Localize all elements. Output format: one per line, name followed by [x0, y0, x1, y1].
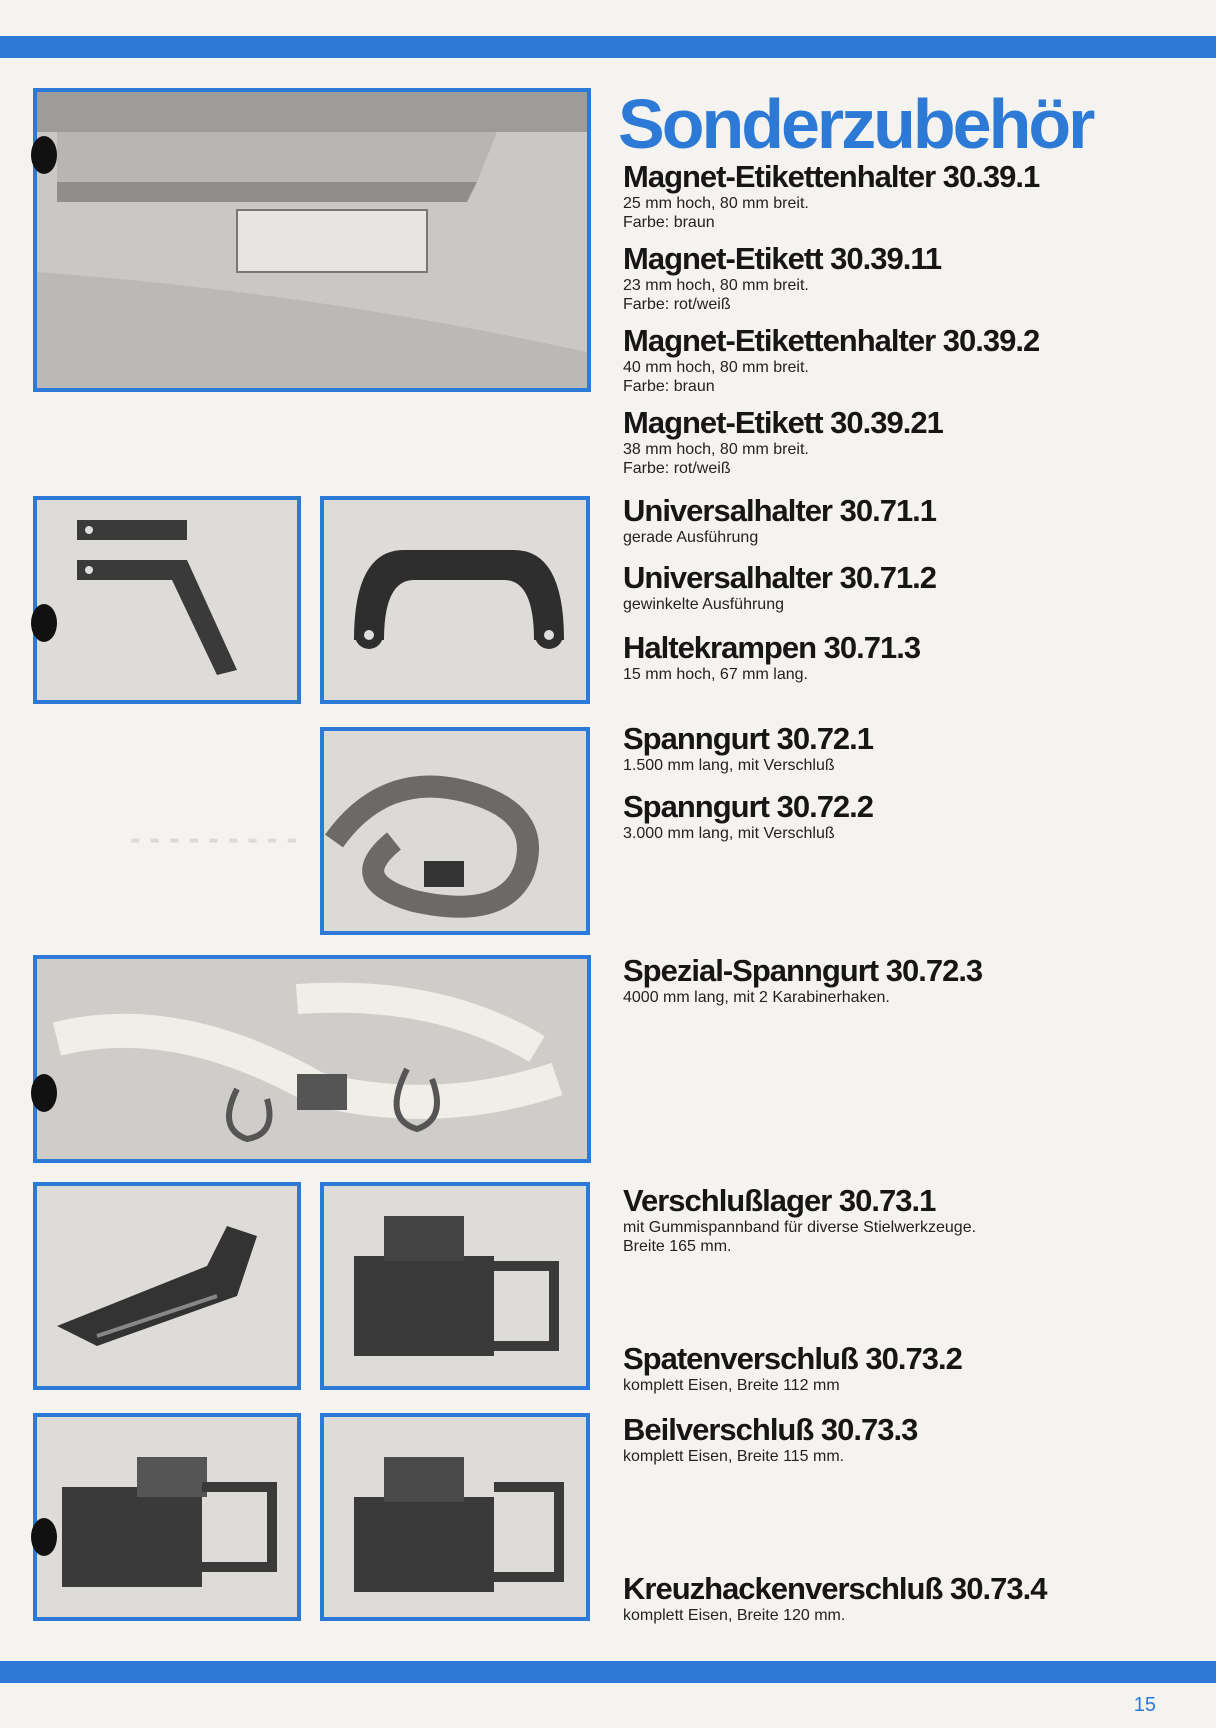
punch-hole: [31, 136, 57, 174]
photo-magnet-label-holder: [33, 88, 591, 392]
product-universal-holder-2: [623, 561, 1183, 614]
product-title: Spezial-Spanngurt 30.72.3: [623, 953, 983, 988]
product-magnet-label-2: [623, 406, 1183, 478]
product-lock-bearing: [623, 1184, 1183, 1256]
photo-spade-lock: [320, 1182, 590, 1390]
product-axe-lock: [623, 1413, 1183, 1466]
product-title: Spanngurt 30.72.2: [623, 789, 874, 824]
product-desc: 23 mm hoch, 80 mm breit.: [623, 277, 809, 294]
product-desc: Farbe: rot/weiß: [623, 296, 731, 313]
product-universal-holder-1: [623, 494, 1183, 547]
product-title: Universalhalter 30.71.1: [623, 493, 937, 528]
product-desc: 38 mm hoch, 80 mm breit.: [623, 441, 809, 458]
product-desc: Farbe: braun: [623, 378, 715, 395]
photo-pickaxe-lock: [320, 1413, 590, 1621]
product-desc: komplett Eisen, Breite 120 mm.: [623, 1607, 846, 1624]
photo-lock-bearing: [33, 1182, 301, 1390]
product-title: Haltekrampen 30.71.3: [623, 630, 921, 665]
product-title: Beilverschluß 30.73.3: [623, 1412, 918, 1447]
product-title: Spatenverschluß 30.73.2: [623, 1341, 962, 1376]
product-title: Universalhalter 30.71.2: [623, 560, 937, 595]
product-magnet-label-holder-1: [623, 160, 1183, 232]
product-magnet-label-holder-2: [623, 324, 1183, 396]
top-blue-band: [0, 36, 1216, 58]
product-special-strap: [623, 954, 1183, 1007]
product-desc: gerade Ausführung: [623, 529, 759, 546]
product-desc: gewinkelte Ausführung: [623, 596, 784, 613]
product-desc: Farbe: rot/weiß: [623, 460, 731, 477]
product-title: Magnet-Etikettenhalter 30.39.1: [623, 159, 1040, 194]
photo-tension-strap: [320, 727, 590, 935]
product-desc: 1.500 mm lang, mit Verschluß: [623, 757, 835, 774]
punch-hole: [31, 1518, 57, 1556]
photo-special-strap: [33, 955, 591, 1163]
product-desc: 40 mm hoch, 80 mm breit.: [623, 359, 809, 376]
photo-axe-lock: [33, 1413, 301, 1621]
product-desc: Farbe: braun: [623, 214, 715, 231]
photo-holding-clamp: [320, 496, 590, 704]
bottom-blue-band: [0, 1661, 1216, 1683]
product-title: Spanngurt 30.72.1: [623, 721, 874, 756]
punch-hole: [31, 1074, 57, 1112]
product-desc: komplett Eisen, Breite 115 mm.: [623, 1448, 845, 1465]
product-pickaxe-lock: [623, 1572, 1183, 1625]
product-desc: 15 mm hoch, 67 mm lang.: [623, 666, 808, 683]
page-heading: Sonderzubehör: [618, 85, 1093, 163]
product-desc: mit Gummispannband für diverse Stielwerkzeuge.: [623, 1219, 977, 1236]
product-tension-strap-2: [623, 790, 1183, 843]
product-spade-lock: [623, 1342, 1183, 1395]
product-desc: 25 mm hoch, 80 mm breit.: [623, 195, 809, 212]
punch-hole: [31, 604, 57, 642]
product-title: Verschlußlager 30.73.1: [623, 1183, 936, 1218]
photo-universal-holders: [33, 496, 301, 704]
product-desc: Breite 165 mm.: [623, 1238, 732, 1255]
product-holding-clamp: [623, 631, 1183, 684]
page-number: 15: [1133, 1694, 1156, 1716]
product-desc: 3.000 mm lang, mit Verschluß: [623, 825, 835, 842]
show-through-text: - - - - - - - - -: [130, 820, 298, 856]
product-title: Kreuzhackenverschluß 30.73.4: [623, 1571, 1047, 1606]
product-desc: komplett Eisen, Breite 112 mm: [623, 1377, 840, 1394]
product-magnet-label-1: [623, 242, 1183, 314]
product-tension-strap-1: [623, 722, 1183, 775]
product-desc: 4000 mm lang, mit 2 Karabinerhaken.: [623, 989, 890, 1006]
product-title: Magnet-Etikettenhalter 30.39.2: [623, 323, 1040, 358]
product-title: Magnet-Etikett 30.39.21: [623, 405, 943, 440]
product-title: Magnet-Etikett 30.39.11: [623, 241, 942, 276]
